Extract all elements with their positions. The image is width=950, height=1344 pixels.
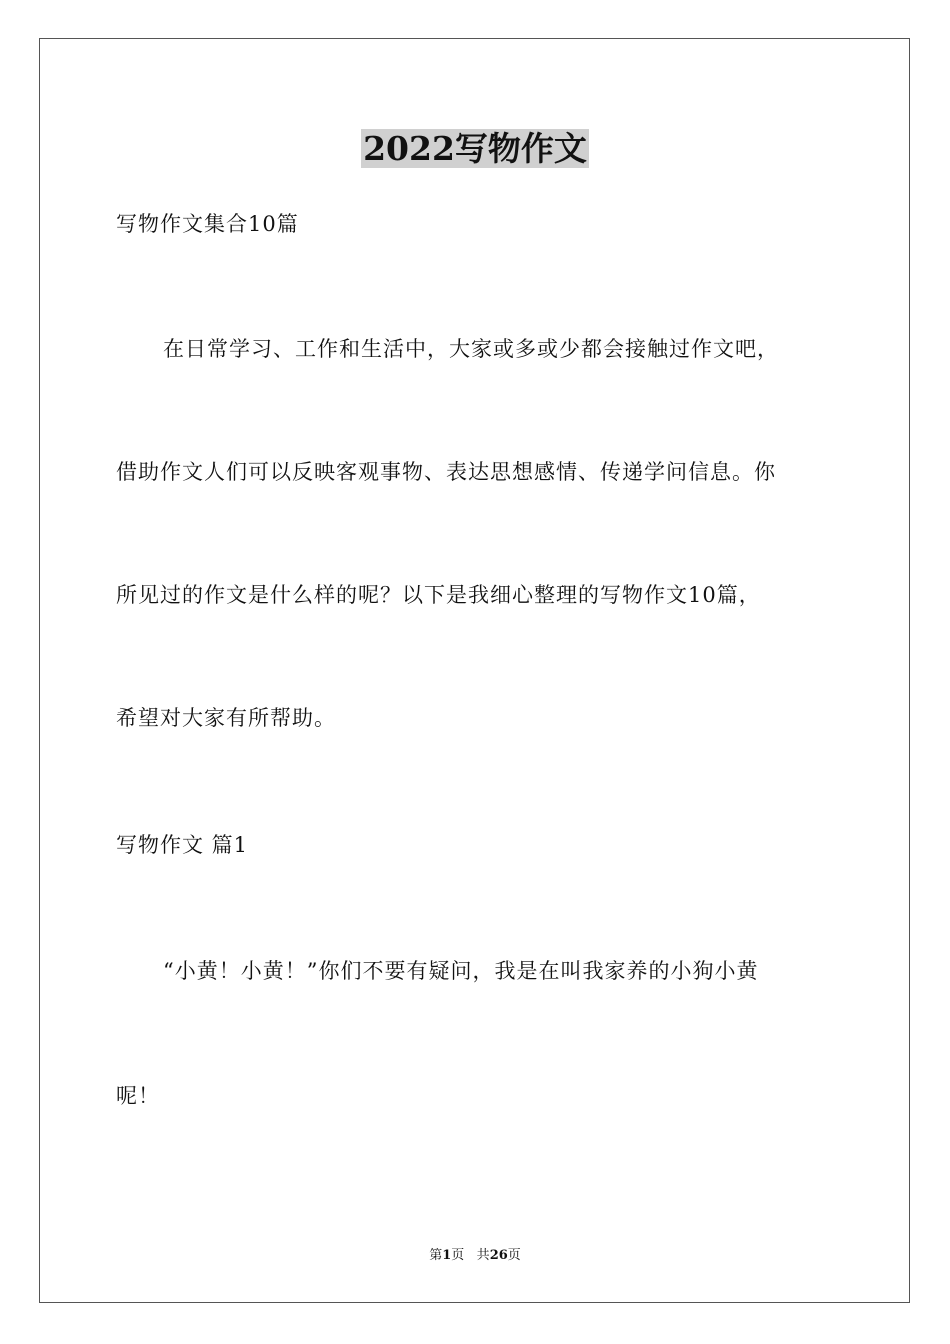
paragraph-line: 所见过的作文是什么样的呢？以下是我细心整理的写物作文10篇， xyxy=(116,583,761,607)
total-prefix: 共 xyxy=(476,1248,490,1263)
page-suffix: 页 xyxy=(451,1248,465,1263)
total-pages: 26 xyxy=(489,1248,508,1263)
paragraph-line: 希望对大家有所帮助。 xyxy=(116,706,336,730)
page-number: 1 xyxy=(442,1248,452,1263)
total-suffix: 页 xyxy=(507,1248,521,1263)
section-heading: 写物作文 篇1 xyxy=(116,833,249,857)
document-subtitle: 写物作文集合10篇 xyxy=(116,212,299,236)
document-title-text: 2022写物作文 xyxy=(363,129,587,168)
paragraph-line: 在日常学习、工作和生活中，大家或多或少都会接触过作文吧， xyxy=(163,337,779,361)
page-footer xyxy=(0,1247,950,1265)
page-prefix: 第 xyxy=(429,1248,443,1263)
paragraph-line: 呢！ xyxy=(116,1084,160,1108)
document-title xyxy=(0,126,950,172)
paragraph-line: 借助作文人们可以反映客观事物、表达思想感情、传递学问信息。你 xyxy=(116,460,776,484)
paragraph-line: “小黄！小黄！”你们不要有疑问，我是在叫我家养的小狗小黄 xyxy=(163,959,759,983)
